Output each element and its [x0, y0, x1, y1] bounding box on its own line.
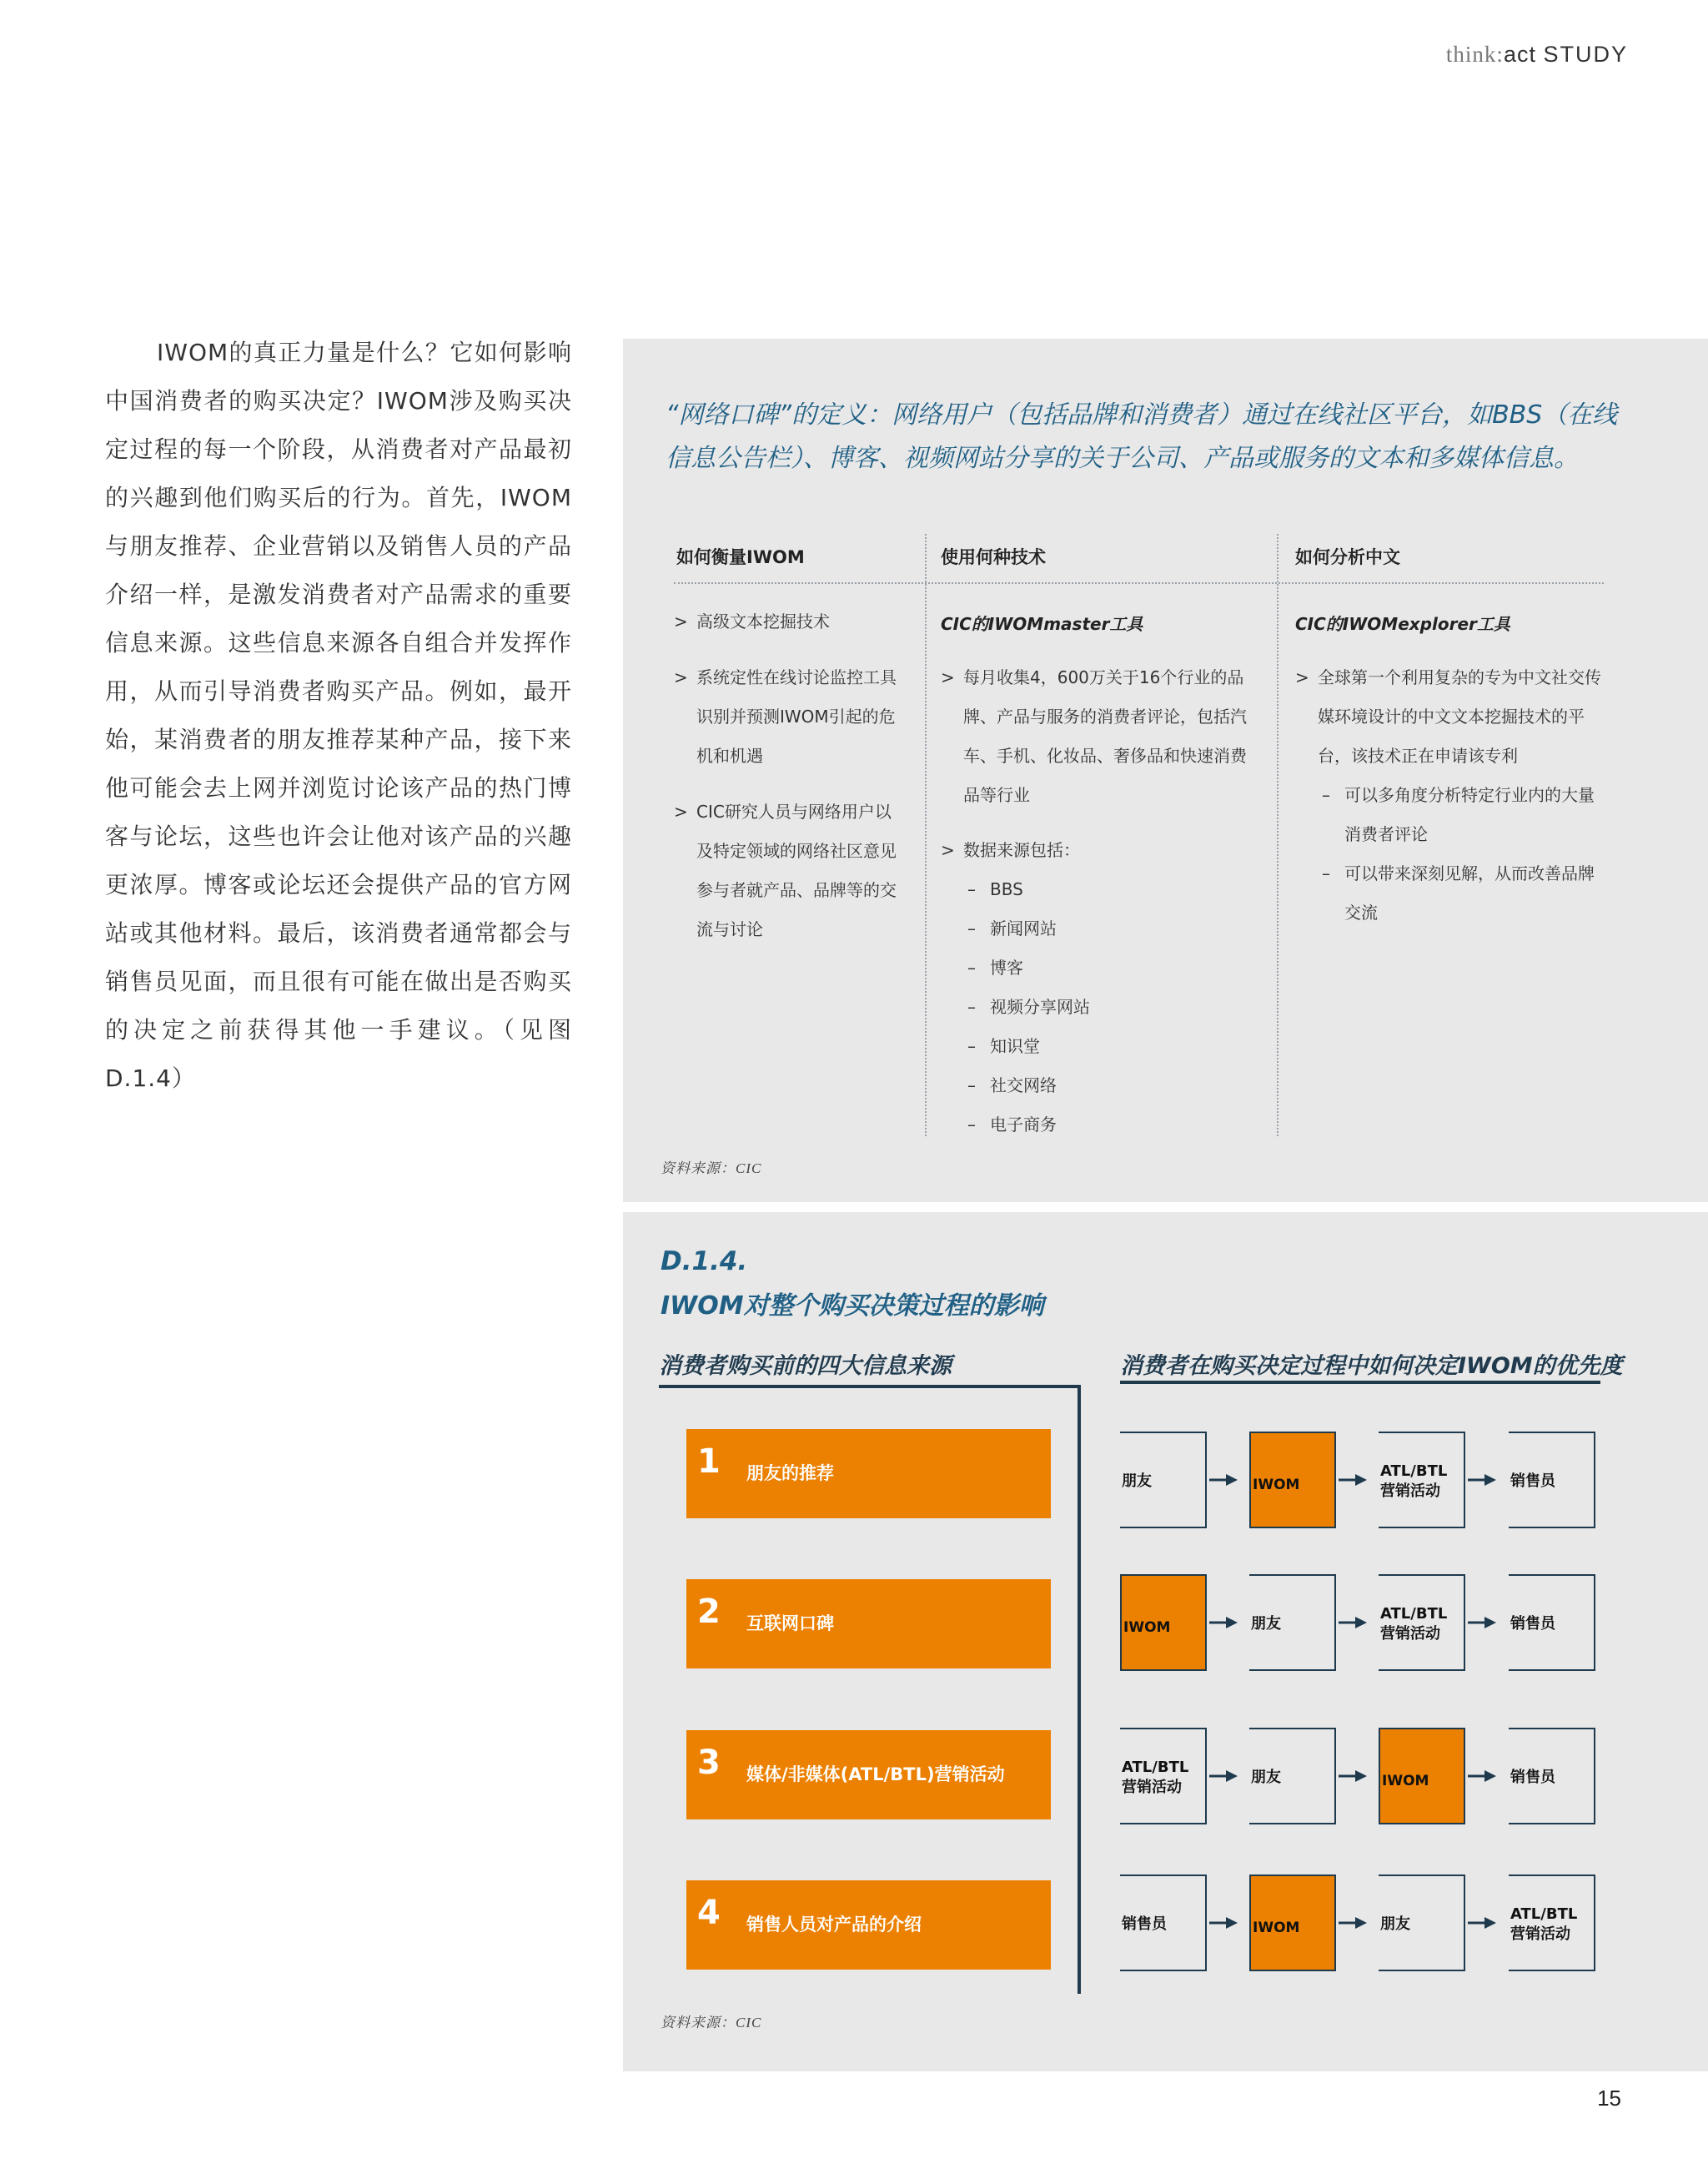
sub-item: – 视频分享网站	[967, 988, 1218, 1027]
bullet-icon: >	[941, 667, 955, 687]
brand-think: think:	[1445, 42, 1504, 67]
sequence-cell	[1509, 1574, 1595, 1671]
dash-icon: –	[967, 1115, 976, 1135]
sub-item: – 电子商务	[967, 1105, 1218, 1145]
sequence-cell-label: 朋友	[1251, 1769, 1281, 1786]
sequence-cell	[1120, 1432, 1207, 1528]
column-heading-technology: 使用何种技术	[941, 547, 1046, 567]
sub-item: – 知识堂	[967, 1027, 1218, 1066]
brand-act: act	[1503, 42, 1536, 67]
sequence-cell-label: 销售员	[1510, 1472, 1555, 1490]
dash-icon: –	[967, 958, 976, 978]
sequence-cell	[1120, 1728, 1207, 1824]
arrow-right-icon	[1339, 1617, 1367, 1628]
list-item: > 全球第一个利用复杂的专为中文社交传媒环境设计的中文文本挖掘技术的平台，该技术正在申请该专利	[1295, 658, 1605, 776]
dash-icon: –	[967, 918, 976, 939]
dash-icon: –	[967, 997, 976, 1017]
sequence-cell-label: ATL/BTL 营销活动	[1380, 1605, 1448, 1643]
sub-item: – 新闻网站	[967, 909, 1218, 949]
sequence-cell	[1509, 1432, 1595, 1528]
dash-icon: –	[967, 879, 976, 899]
figure-title: IWOM对整个购买决策过程的影响	[661, 1291, 1044, 1321]
dash-icon: –	[967, 1075, 976, 1095]
sequence-cell	[1249, 1574, 1336, 1671]
sequence-cell	[1379, 1875, 1465, 1971]
bullet-icon: >	[674, 611, 688, 632]
arrow-right-icon	[1339, 1474, 1367, 1486]
sequence-cell-label: ATL/BTL 营销活动	[1510, 1905, 1578, 1943]
list-item: > CIC研究人员与网络用户以及特定领域的网络社区意见参与者就产品、品牌等的交流与讨论	[674, 793, 899, 949]
arrow-right-icon	[1209, 1617, 1238, 1628]
figure-number: D.1.4.	[661, 1246, 748, 1276]
arrow-right-icon	[1339, 1917, 1367, 1929]
list-item: > 每月收集4，600万关于16个行业的品牌、产品与服务的消费者评论，包括汽车、手机、化妆品、奢侈品和快速消费品等行业	[941, 658, 1258, 815]
column-heading-measure: 如何衡量IWOM	[676, 547, 805, 567]
sequence-cell-label: 销售员	[1122, 1915, 1167, 1933]
sequence-cell-label: 销售员	[1510, 1615, 1555, 1633]
tool-title-iwommaster: CIC的IWOMmaster工具	[941, 614, 1143, 634]
sequence-cell-label: ATL/BTL 营销活动	[1380, 1462, 1448, 1500]
iwom-definition: “网络口碑”的定义：网络用户（包括品牌和消费者）通过在线社区平台，如BBS（在线信息公告栏）、博客、视频网站分享的关于公司、产品或服务的文本和多媒体信息。	[666, 400, 1618, 473]
dash-icon: –	[1322, 863, 1330, 883]
sequence-cell-label: IWOM	[1123, 1619, 1171, 1636]
sub-item: – 博客	[967, 949, 1218, 988]
list-item: > 系统定性在线讨论监控工具识别并预测IWOM引起的危机和机遇	[674, 658, 899, 776]
arrow-right-icon	[1209, 1917, 1238, 1929]
sequence-cell-label: 朋友	[1122, 1472, 1152, 1490]
sequence-cell	[1249, 1728, 1336, 1824]
sequence-cell-label: ATL/BTL 营销活动	[1122, 1759, 1189, 1796]
left-section-rule	[659, 1385, 1081, 1388]
column-heading-chinese: 如何分析中文	[1295, 547, 1400, 567]
sequence-cell-iwom	[1249, 1432, 1336, 1528]
sequence-cell-label: IWOM	[1253, 1920, 1300, 1936]
list-item: > 数据来源包括：	[941, 831, 1258, 870]
sequence-cell-label: 朋友	[1251, 1615, 1281, 1633]
bullet-icon: >	[674, 802, 688, 822]
sequence-cell-label: 朋友	[1380, 1915, 1410, 1933]
source-box-sales: 4 销售人员对产品的介绍	[686, 1880, 1051, 1970]
arrow-right-icon	[1468, 1770, 1496, 1782]
dash-icon: –	[967, 1036, 976, 1056]
left-section-title: 消费者购买前的四大信息来源	[659, 1353, 952, 1379]
sequence-cell	[1379, 1432, 1465, 1528]
bullet-icon: >	[1295, 667, 1309, 687]
column-divider	[1277, 534, 1278, 1136]
sequence-cell	[1509, 1728, 1595, 1824]
sequence-cell-label: 销售员	[1510, 1769, 1555, 1786]
list-item: > 高级文本挖掘技术	[674, 602, 899, 642]
source-box-marketing: 3 媒体/非媒体(ATL/BTL)营销活动	[686, 1730, 1051, 1819]
sequence-cell-label: IWOM	[1382, 1773, 1429, 1789]
column-divider	[925, 534, 927, 1136]
right-section-title: 消费者在购买决定过程中如何决定IWOM的优先度	[1120, 1353, 1623, 1379]
arrow-right-icon	[1468, 1617, 1496, 1628]
sub-item: – 可以多角度分析特定行业内的大量消费者评论	[1322, 776, 1605, 854]
sub-item: – 可以带来深刻见解，从而改善品牌交流	[1322, 854, 1605, 933]
sequence-cell	[1379, 1574, 1465, 1671]
source-note: 资料来源：CIC	[661, 1160, 762, 1176]
dash-icon: –	[1322, 785, 1330, 805]
sub-item: – BBS	[967, 870, 1218, 909]
arrow-right-icon	[1468, 1917, 1496, 1929]
sequence-cell-iwom	[1379, 1728, 1465, 1824]
arrow-right-icon	[1339, 1770, 1367, 1782]
brand-logo	[1446, 42, 1628, 68]
tool-title-iwomexplorer: CIC的IWOMexplorer工具	[1295, 614, 1510, 634]
bullet-icon: >	[941, 840, 955, 860]
body-paragraph: IWOM的真正力量是什么？它如何影响中国消费者的购买决定？IWOM涉及购买决定过程的每一个阶段，从消费者对产品最初的兴趣到他们购买后的行为。首先，IWOM与朋友推荐、企业营销以及销售人员的产品介绍一样，是激发消费者对产品需求的重要信息来源。这些信息来源各自组合并发挥作用，从而引导消费者购买产品。例如，最开始，某消费者的朋友推荐某种产品，接下来他可能会去上网并浏览讨论该产品的热门博客与论坛，这些也许会让他对该产品的兴趣更浓厚。博客或论坛还会提供产品的官方网站或其他材料。最后，该消费者通常都会与销售员见面，而且很有可能在做出是否购买的决定之前获得其他一手建议。（见图D.1.4）	[105, 339, 572, 1092]
sequence-cell-label: IWOM	[1253, 1477, 1300, 1493]
sub-item: – 社交网络	[967, 1066, 1218, 1105]
arrow-right-icon	[1468, 1474, 1496, 1486]
sequence-cell	[1120, 1875, 1207, 1971]
page-number: 15	[1597, 2086, 1621, 2111]
section-bracket	[1078, 1385, 1081, 1994]
sequence-cell-iwom	[1249, 1875, 1336, 1971]
brand-study: STUDY	[1543, 42, 1628, 67]
sequence-cell	[1509, 1875, 1595, 1971]
heading-divider	[674, 582, 1604, 584]
arrow-right-icon	[1209, 1770, 1238, 1782]
sequence-cell-iwom	[1120, 1574, 1207, 1671]
right-section-rule	[1120, 1381, 1600, 1384]
figure-source-note: 资料来源：CIC	[661, 2015, 762, 2031]
source-box-iwom: 2 互联网口碑	[686, 1579, 1051, 1668]
arrow-right-icon	[1209, 1474, 1238, 1486]
bullet-icon: >	[674, 667, 688, 687]
source-box-friends: 1 朋友的推荐	[686, 1429, 1051, 1518]
